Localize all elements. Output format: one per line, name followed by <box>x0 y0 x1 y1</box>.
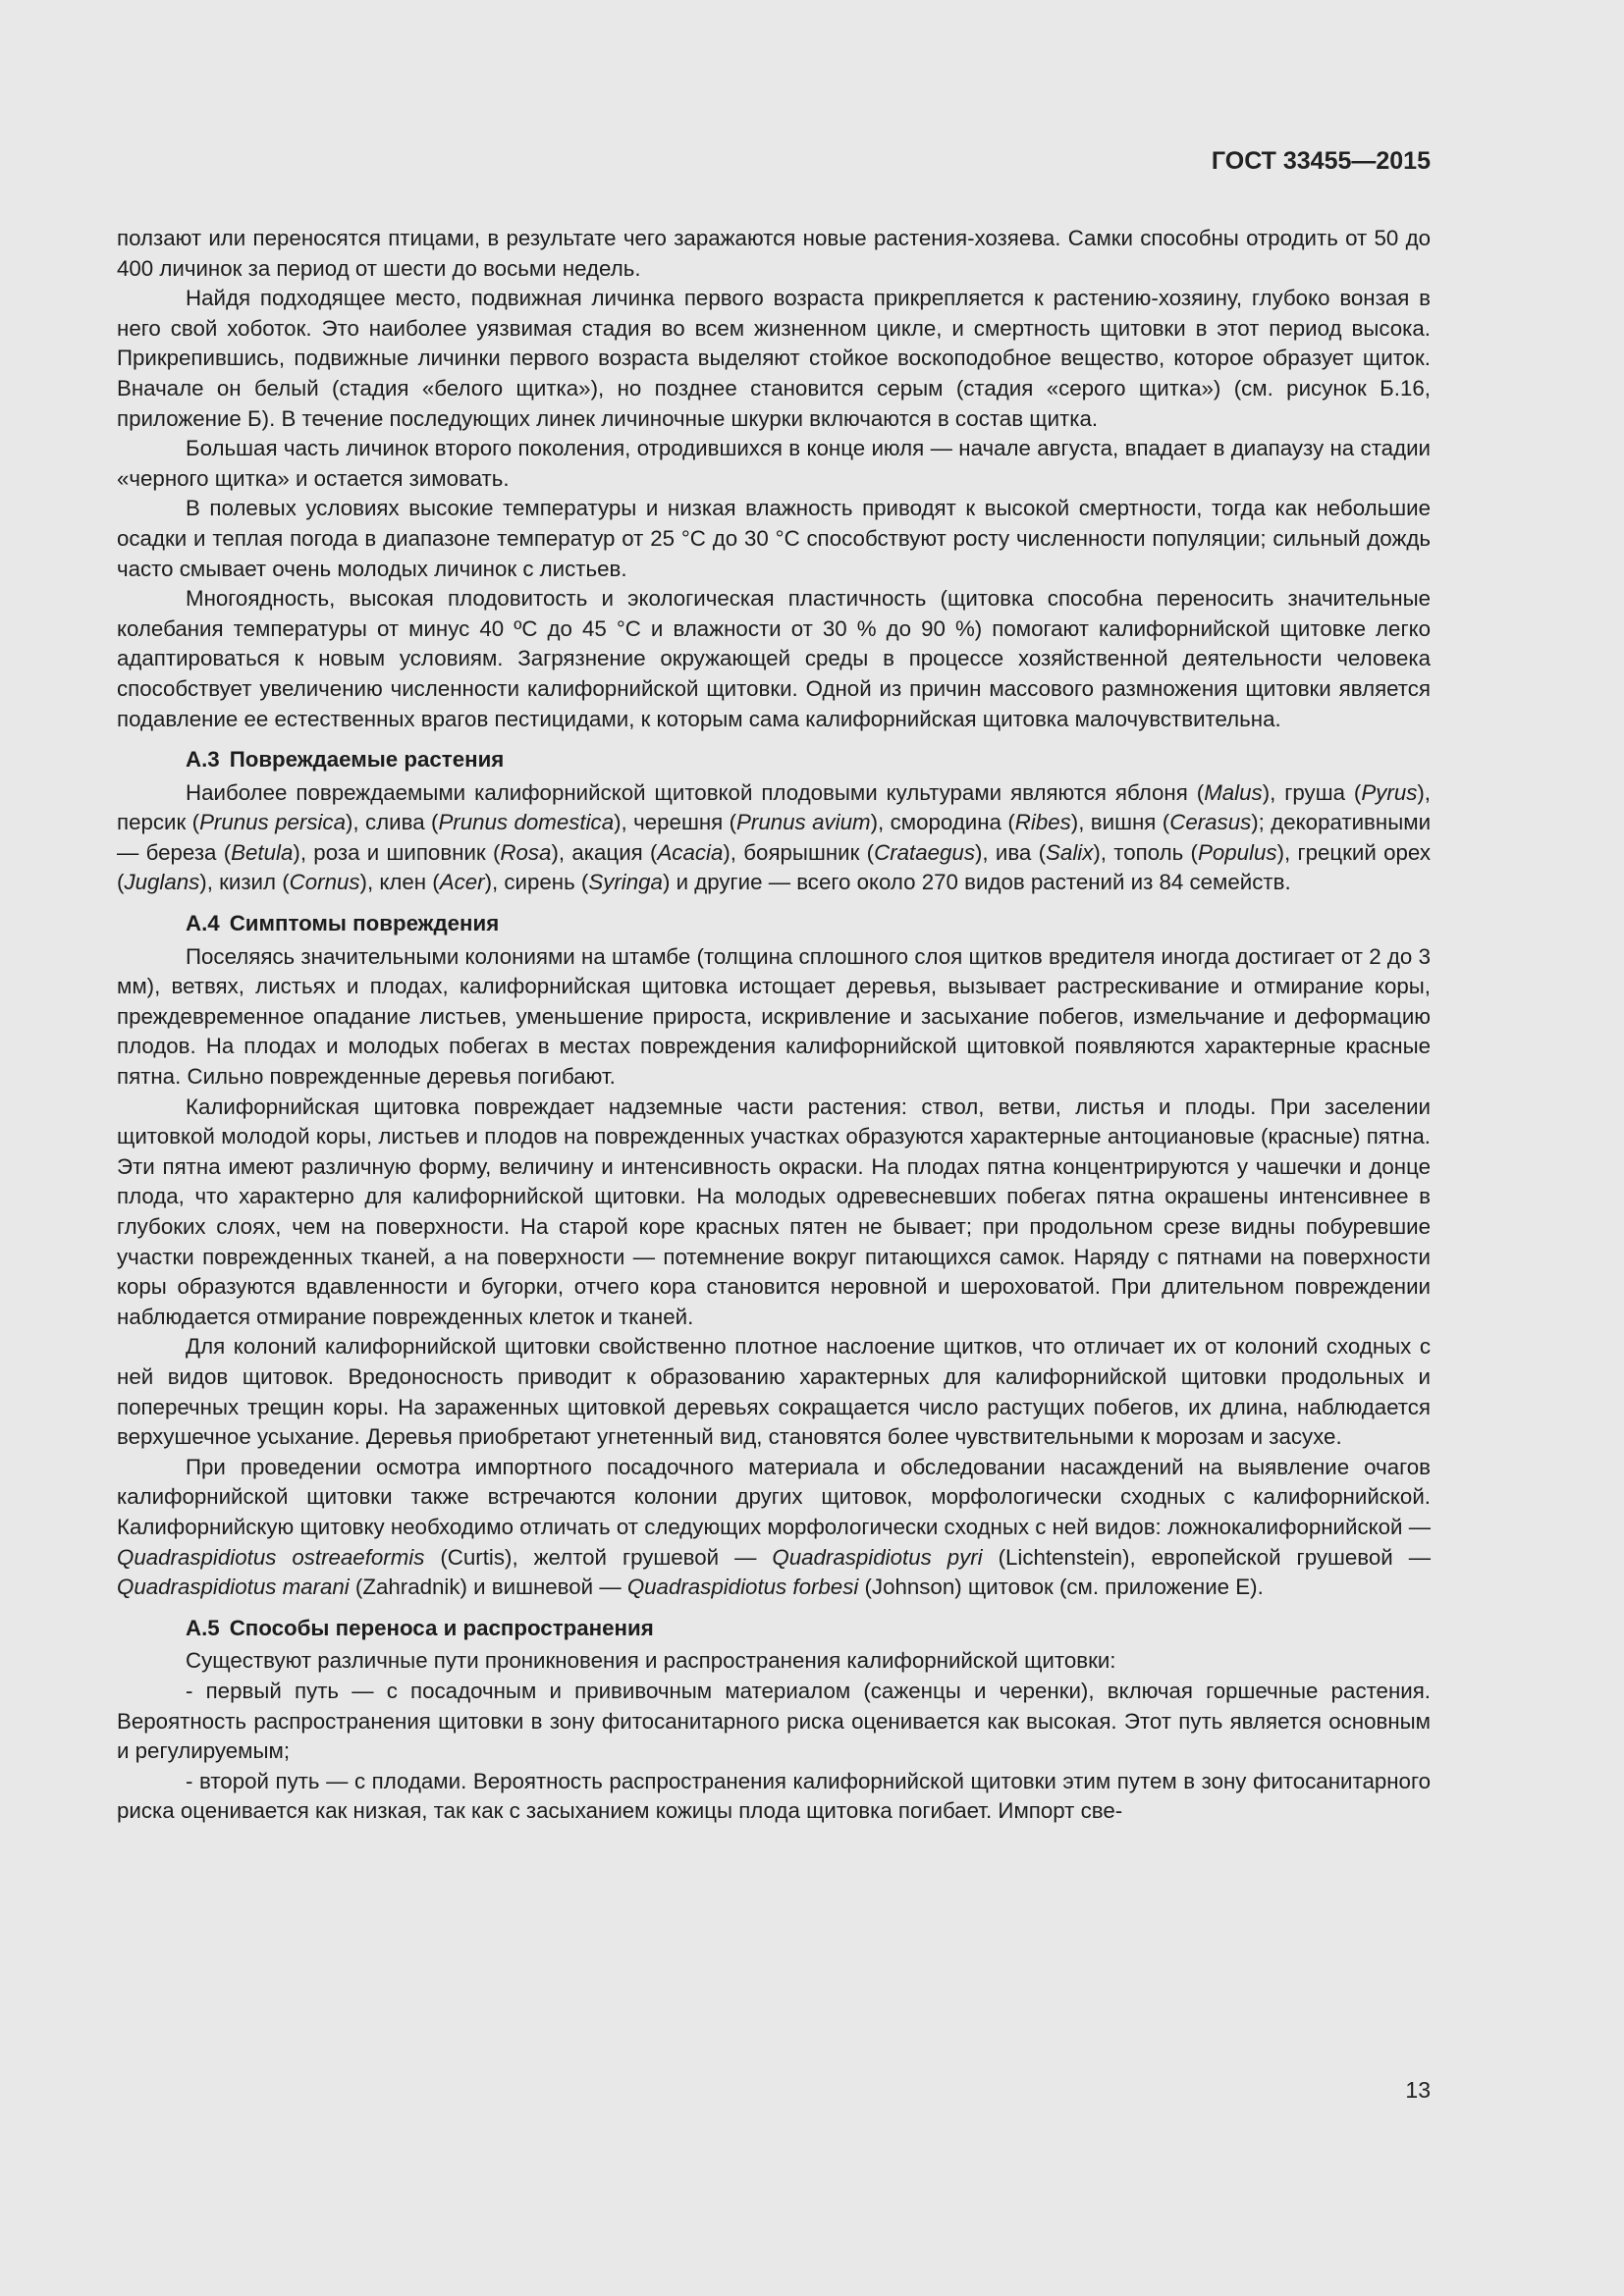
section-number-a4: А.4 <box>186 911 220 936</box>
paragraph-similar-species: При проведении осмотра импортного посадочного материала и обследовании насаждений на выявление очагов калифорнийской щитовки также встречаются колонии других щитовок, морфологически сходных с калифорнийской. Калифорнийскую щитовку необходимо отличать от следующих морфологически сходных с ней видов: ложнокалифорнийской — Quadraspidiotus ostreaeformis (Curtis), желтой грушевой — Quadraspidiotus pyri (Lichtenstein), европейской грушевой — Quadraspidiotus marani (Zahradnik) и вишневой — Quadraspidiotus forbesi (Johnson) щитовок (см. приложение Е). <box>117 1454 1431 1600</box>
paragraph-field-conditions: В полевых условиях высокие температуры и низкая влажность приводят к высокой смертности, тогда как небольшие осадки и теплая погода в диапазоне температур от 25 °С до 30 °С способствуют росту численности популяции; сильный дождь часто смывает очень молодых личинок с листьев. <box>117 496 1431 581</box>
paragraph-diapause: Большая часть личинок второго поколения, отродившихся в конце июля — начале августа, впадает в диапаузу на стадии «черного щитка» и остается зимовать. <box>117 436 1431 491</box>
section-title-a4: Симптомы повреждения <box>229 911 500 936</box>
document-body <box>117 224 1431 1827</box>
paragraph-damage-details: Калифорнийская щитовка повреждает надземные части растения: ствол, ветви, листья и плоды. При заселении щитовкой молодой коры, листьев и плодов на поврежденных участках образуются характерные антоциановые (красные) пятна. Эти пятна имеют различную форму, величину и интенсивность окраски. На плодах пятна концентрируются у чашечки и донце плода, что характерно для калифорнийской щитовки. На молодых одревесневших побегах пятна окрашены интенсивнее в глубоких слоях, чем на поверхности. На старой коре красных пятен не бывает; при продольном срезе видны побуревшие участки поврежденных тканей, а на поверхности — потемнение вокруг питающихся самок. Наряду с пятнами на поверхности коры образуются вдавленности и бугорки, отчего кора становится неровной и шероховатой. При длительном повреждении наблюдается отмирание поврежденных клеток и тканей. <box>117 1094 1431 1329</box>
paragraph-polyphagy: Многоядность, высокая плодовитость и экологическая пластичность (щитовка способна переносить значительные колебания температуры от минус 40 ºС до 45 °С и влажности от 30 % до 90 %) помогают калифорнийской щитовке легко адаптироваться к новым условиям. Загрязнение окружающей среды в процессе хозяйственной деятельности человека способствует увеличению численности калифорнийской щитовки. Одной из причин массового размножения щитовки является подавление ее естественных врагов пестицидами, к которым сама калифорнийская щитовка малочувствительна. <box>117 586 1431 731</box>
section-number-a5: А.5 <box>186 1615 220 1640</box>
section-heading-a4 <box>117 909 1431 939</box>
section-number-a3: А.3 <box>186 747 220 773</box>
paragraph-damage-overview: Поселяясь значительными колониями на штамбе (толщина сплошного слоя щитков вредителя иногда достигает от 2 до 3 мм), ветвях, листьях и плодах, калифорнийская щитовка истощает деревья, вызывает растрескивание и отмирание коры, преждевременное опадание листьев, уменьшение прироста, искривление и засыхание побегов, измельчание и деформацию плодов. На плодах и молодых побегах в местах повреждения калифорнийской щитовкой появляются характерные красные пятна. Сильно поврежденные деревья погибают. <box>117 943 1431 1090</box>
page-number: 13 <box>1405 2077 1431 2103</box>
paragraph-continuation: ползают или переносятся птицами, в результате чего заражаются новые растения-хозяева. Самки способны отродить от 50 до 400 личинок за период от шести до восьми недель. <box>117 226 1431 281</box>
paragraph-spread-intro: Существуют различные пути проникновения и распространения калифорнийской щитовки: <box>186 1648 1116 1674</box>
list-item-second-path: - второй путь — с плодами. Вероятность распространения калифорнийской щитовки этим путем в зону фитосанитарного риска оценивается как низкая, так как с засыханием кожицы плода щитовка погибает. Импорт све- <box>117 1768 1431 1824</box>
document-code-header: ГОСТ 33455—2015 <box>1211 147 1431 175</box>
paragraph-larva-attachment: Найдя подходящее место, подвижная личинка первого возраста прикрепляется к растению-хозяину, глубоко вонзая в него свой хоботок. Это наиболее уязвимая стадия во всем жизненном цикле, и смертность щитовки в этот период высока. Прикрепившись, подвижные личинки первого возраста выделяют стойкое воскоподобное вещество, которое образует щиток. Вначале он белый (стадия «белого щитка»), но позднее становится серым (стадия «серого щитка») (см. рисунок Б.16, приложение Б). В течение последующих линек личиночные шкурки включаются в состав щитка. <box>117 286 1431 431</box>
section-heading-a5 <box>117 1614 1431 1644</box>
list-item-first-path: - первый путь — с посадочным и прививочным материалом (саженцы и черенки), включая горшечные растения. Вероятность распространения щитовки в зону фитосанитарного риска оценивается как высокая. Этот путь является основным и регулируемым; <box>117 1678 1431 1764</box>
section-heading-a3 <box>117 745 1431 775</box>
section-title-a3: Повреждаемые растения <box>229 747 505 773</box>
section-title-a5: Способы переноса и распространения <box>229 1615 654 1640</box>
paragraph-colony-features: Для колоний калифорнийской щитовки свойственно плотное наслоение щитков, что отличает их от колоний сходных с ней видов щитовок. Вредоносность приводит к образованию характерных для калифорнийской щитовки продольных и поперечных трещин коры. На зараженных щитовкой деревьях сокращается число растущих побегов, их длина, наблюдается верхушечное усыхание. Деревья приобретают угнетенный вид, становятся более чувствительными к морозам и засухе. <box>117 1334 1431 1450</box>
paragraph-host-plants: Наиболее повреждаемыми калифорнийской щитовкой плодовыми культурами являются яблоня (Malus), груша (Pyrus), персик (Prunus persica), слива (Prunus domestica), черешня (Prunus avium), смородина (Ribes), вишня (Cerasus); декоративными — береза (Betula), роза и шиповник (Rosa), акация (Acacia), боярышник (Crataegus), ива (Salix), тополь (Populus), грецкий орех (Juglans), кизил (Cornus), клен (Acer), сирень (Syringa) и другие — всего около 270 видов растений из 84 семейств. <box>117 779 1432 895</box>
